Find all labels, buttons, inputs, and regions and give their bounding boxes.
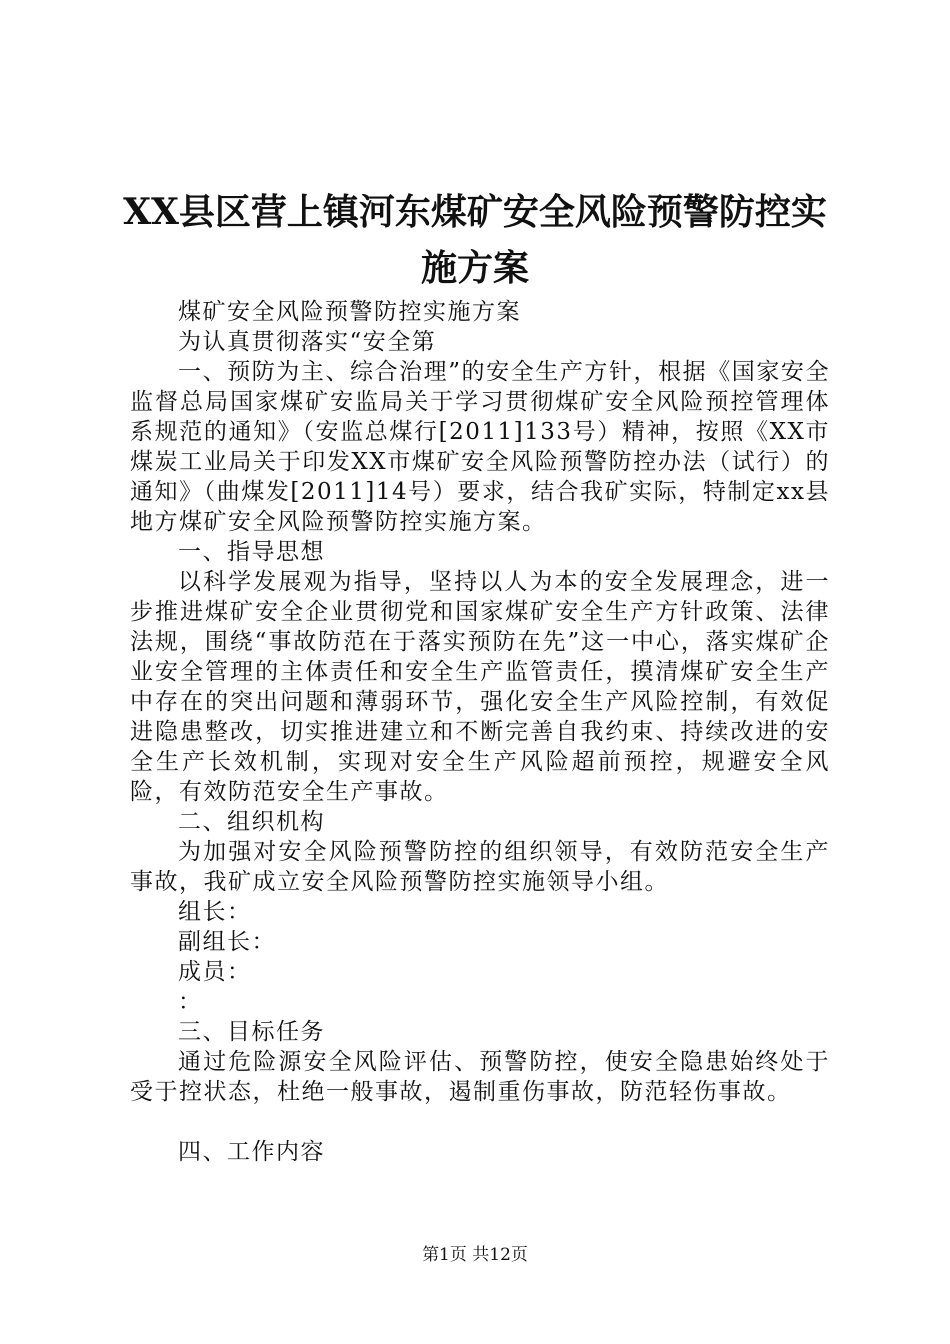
paragraph-guiding-thought: 以科学发展观为指导，坚持以人为本的安全发展理念，进一步推进煤矿安全企业贯彻党和国家煤矿安全生产方针政策、法律法规，围绕“事故防范在于落实预防在先”这一中心，落实煤矿企业安全管理的主体责任和安全生产监管责任，摸清煤矿安全生产中存在的突出问题和薄弱环节，强化安全生产风险控制，有效促进隐患整改，切实推进建立和不断完善自我约束、持续改进的安全生产长效机制，实现对安全生产风险超前预控，规避安全风险，有效防范安全生产事故。 — [130, 569, 830, 805]
paragraph-subtitle: 煤矿安全风险预警防控实施方案 — [178, 299, 521, 325]
line-group-leader: 组长： — [178, 899, 252, 925]
document-title-line-1: XX县区营上镇河东煤矿安全风险预警防控实 — [123, 191, 827, 233]
line-colon: ： — [178, 989, 203, 1015]
heading-guiding-thought: 一、指导思想 — [178, 539, 325, 565]
paragraph-goals: 通过危险源安全风险评估、预警防控，使安全隐患始终处于受于控状态，杜绝一般事故，遏制重伤事故，防范轻伤事故。 — [130, 1049, 830, 1105]
paragraph-organization: 为加强对安全风险预警防控的组织领导，有效防范安全生产事故，我矿成立安全风险预警防控实施领导小组。 — [130, 839, 830, 895]
line-members: 成员： — [178, 959, 252, 985]
blank-line — [130, 1107, 830, 1137]
paragraph-intro-1: 为认真贯彻落实“安全第 — [178, 329, 437, 355]
heading-organization: 二、组织机构 — [178, 809, 325, 835]
paragraph-intro-2: 一、预防为主、综合治理”的安全生产方针，根据《国家安全监督总局国家煤矿安监局关于学习贯彻煤矿安全风险预控管理体系规范的通知》（安监总煤行[2011]133号）精神，按照《XX市煤炭工业局关于印发XX市煤矿安全风险预警防控办法（试行）的通知》（曲煤发[2011]14号）要求，结合我矿实际，特制定xx县地方煤矿安全风险预警防控实施方案。 — [130, 359, 830, 535]
document-body — [130, 297, 830, 1167]
line-deputy-leader: 副组长： — [178, 929, 276, 955]
heading-work-content: 四、工作内容 — [178, 1139, 325, 1165]
heading-goals: 三、目标任务 — [178, 1019, 325, 1045]
document-title-line-2: 施方案 — [420, 247, 529, 289]
page-footer: 第1页 共12页 — [422, 1245, 528, 1265]
